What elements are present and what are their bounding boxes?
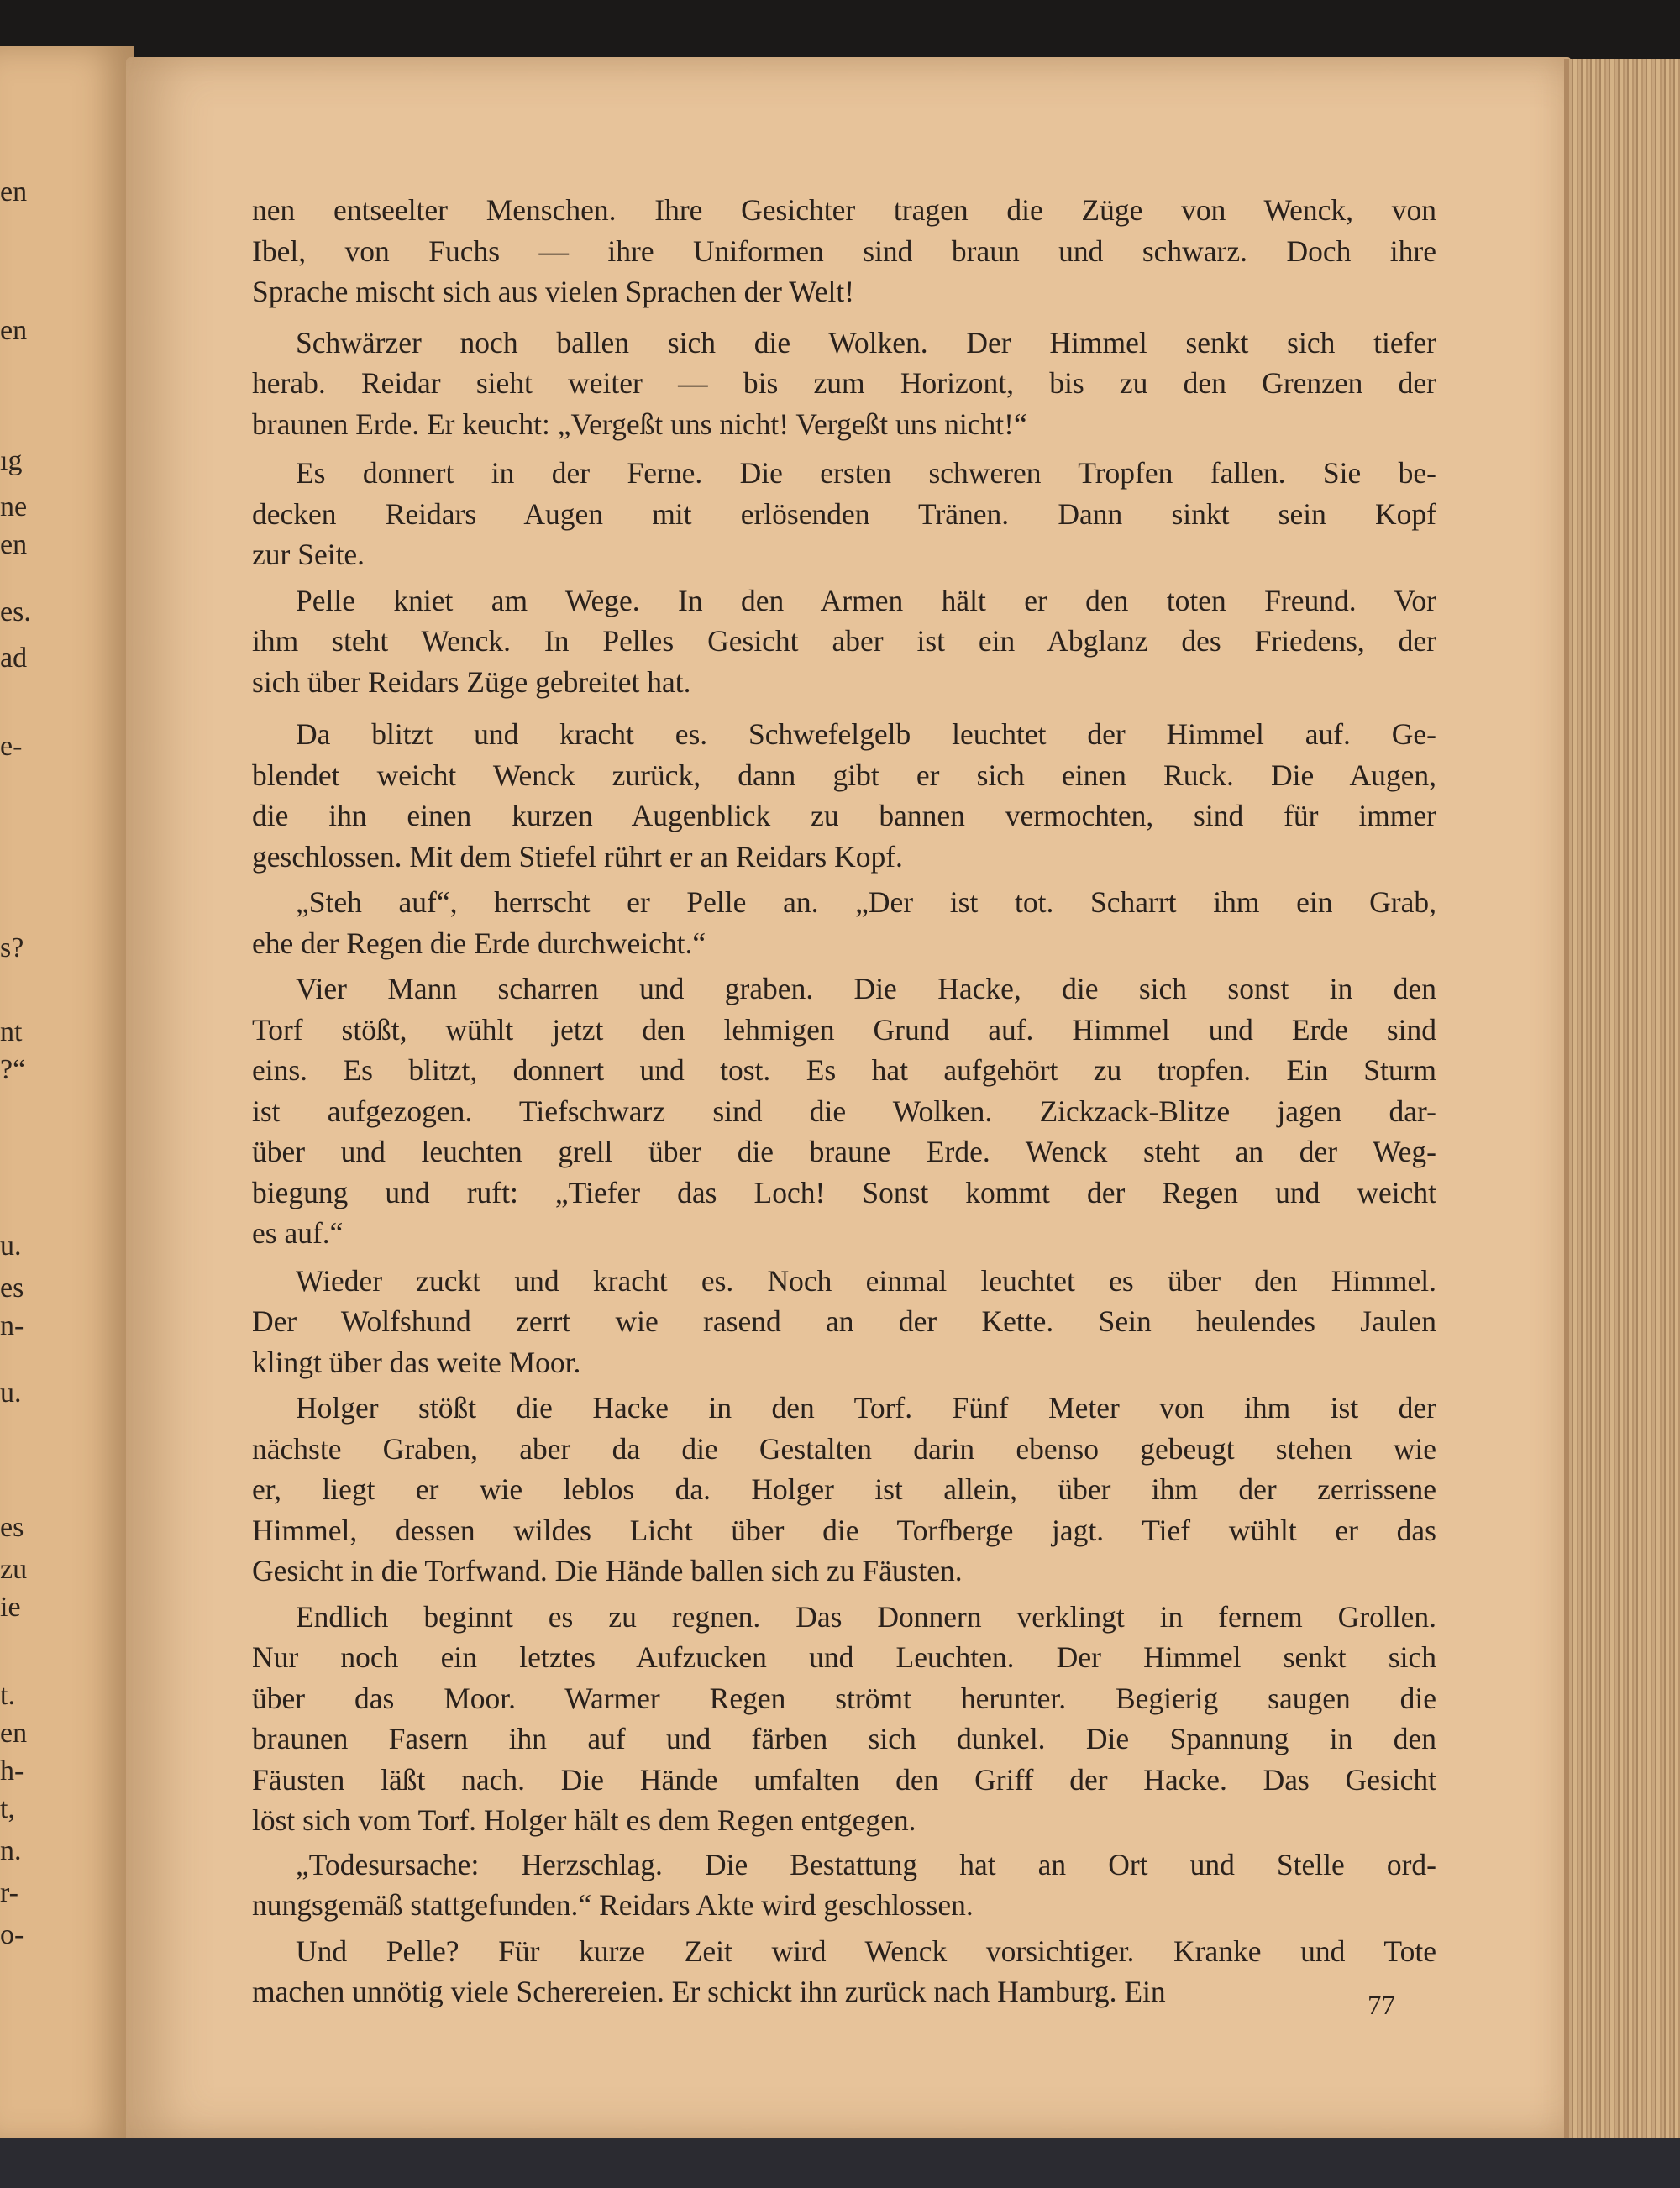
- left-page-fragment: n.: [0, 1835, 22, 1866]
- text-line: braunen Erde. Er keucht: „Vergeßt uns nicht! Vergeßt uns nicht!“: [252, 407, 1027, 441]
- text-line: Endlich beginnt es zu regnen. Das Donnern verklingt in fernem Grollen.: [296, 1599, 1436, 1634]
- text-line: klingt über das weite Moor.: [252, 1345, 581, 1379]
- text-line: nungsgemäß stattgefunden.“ Reidars Akte wird geschlossen.: [252, 1888, 974, 1922]
- left-page-fragment: t,: [0, 1793, 15, 1824]
- paragraph: [252, 1261, 1436, 1383]
- text-line: „Todesursache: Herzschlag. Die Bestattung hat an Ort und Stelle ord-: [296, 1847, 1436, 1881]
- text-line: Fäusten läßt nach. Die Hände umfalten den Griff der Hacke. Das Gesicht: [252, 1762, 1436, 1797]
- paragraph: [252, 190, 1436, 312]
- text-line: nen entseelter Menschen. Ihre Gesichter tragen die Züge von Wenck, von: [252, 193, 1436, 227]
- page-stack-edge: [1569, 59, 1680, 2150]
- text-line: Vier Mann scharren und graben. Die Hacke, die sich sonst in den: [296, 972, 1436, 1005]
- text-line: biegung und ruft: „Tiefer das Loch! Sonst kommt der Regen und weicht: [252, 1175, 1436, 1209]
- text-line: blendet weicht Wenck zurück, dann gibt er sich einen Ruck. Die Augen,: [252, 758, 1436, 792]
- left-page-fragment: es: [0, 1272, 24, 1304]
- paragraph: [252, 1844, 1436, 1926]
- left-page-fragment: nt: [0, 1016, 23, 1047]
- text-line: „Steh auf“, herrscht er Pelle an. „Der ist tot. Scharrt ihm ein Grab,: [296, 885, 1436, 919]
- text-line: es auf.“: [252, 1216, 344, 1250]
- left-page-fragment: es: [0, 1512, 24, 1543]
- left-page-fragment: ıg: [0, 445, 23, 476]
- text-line: sich über Reidars Züge gebreitet hat.: [252, 664, 691, 699]
- text-line: machen unnötig viele Scherereien. Er schickt ihn zurück nach Hamburg. Ein: [252, 1975, 1166, 2008]
- left-page-fragment: t.: [0, 1680, 15, 1711]
- paragraph: [252, 453, 1436, 575]
- text-line: Holger stößt die Hacke in den Torf. Fünf Meter von ihm ist der: [296, 1391, 1436, 1425]
- text-line: nächste Graben, aber da die Gestalten darin ebenso gebeugt stehen wie: [252, 1431, 1436, 1466]
- text-line: ist aufgezogen. Tiefschwarz sind die Wolken. Zickzack-Blitze jagen dar-: [252, 1094, 1436, 1128]
- left-page-fragment: ne: [0, 491, 28, 522]
- text-line: herab. Reidar sieht weiter — bis zum Horizont, bis zu den Grenzen der: [252, 366, 1436, 400]
- scan-top-border: [0, 0, 1680, 66]
- paragraph: [252, 714, 1436, 877]
- left-page-fragment: en: [0, 315, 28, 346]
- text-line: ehe der Regen die Erde durchweicht.“: [252, 926, 706, 960]
- text-line: über das Moor. Warmer Regen strömt herunter. Begierig saugen die: [252, 1681, 1436, 1715]
- paragraph: [252, 1597, 1436, 1841]
- text-line: Es donnert in der Ferne. Die ersten schweren Tropfen fallen. Sie be-: [296, 456, 1436, 490]
- left-page-fragment: zu: [0, 1554, 28, 1585]
- left-page-fragment: o-: [0, 1919, 24, 1950]
- text-line: ihm steht Wenck. In Pelles Gesicht aber ist ein Abglanz des Friedens, der: [252, 624, 1436, 658]
- text-line: die ihn einen kurzen Augenblick zu bannen vermochten, sind für immer: [252, 799, 1436, 832]
- text-line: Schwärzer noch ballen sich die Wolken. Der Himmel senkt sich tiefer: [296, 325, 1436, 359]
- text-line: Torf stößt, wühlt jetzt den lehmigen Grund auf. Himmel und Erde sind: [252, 1012, 1436, 1047]
- paragraph: [252, 323, 1436, 445]
- text-line: löst sich vom Torf. Holger hält es dem Regen entgegen.: [252, 1803, 916, 1837]
- text-line: decken Reidars Augen mit erlösenden Tränen. Dann sinkt sein Kopf: [252, 496, 1436, 531]
- paragraph: [252, 1931, 1436, 2012]
- paragraph: [252, 882, 1436, 963]
- left-page-fragment: en: [0, 1718, 28, 1749]
- text-line: braunen Fasern ihn auf und färben sich dunkel. Die Spannung in den: [252, 1722, 1436, 1755]
- left-page-fragment: n-: [0, 1310, 24, 1341]
- text-line: Da blitzt und kracht es. Schwefelgelb leuchtet der Himmel auf. Ge-: [296, 717, 1436, 751]
- text-line: Der Wolfshund zerrt wie rasend an der Kette. Sein heulendes Jaulen: [252, 1304, 1436, 1338]
- left-page-fragment: e-: [0, 731, 23, 762]
- left-page-fragment: es.: [0, 596, 31, 627]
- text-line: zur Seite.: [252, 538, 365, 571]
- left-page-fragment: h-: [0, 1755, 24, 1787]
- left-page-fragment: ie: [0, 1592, 21, 1623]
- text-line: Pelle kniet am Wege. In den Armen hält er den toten Freund. Vor: [296, 583, 1436, 617]
- left-page-fragment: ?“: [0, 1054, 26, 1085]
- text-line: Himmel, dessen wildes Licht über die Torfberge jagt. Tief wühlt er das: [252, 1513, 1436, 1547]
- text-line: geschlossen. Mit dem Stiefel rührt er an Reidars Kopf.: [252, 839, 903, 874]
- left-page-fragment: en: [0, 176, 28, 207]
- paragraph: [252, 968, 1436, 1254]
- paragraph: [252, 1388, 1436, 1592]
- text-line: über und leuchten grell über die braune Erde. Wenck steht an der Weg-: [252, 1135, 1436, 1168]
- text-line: Wieder zuckt und kracht es. Noch einmal leuchtet es über den Himmel.: [296, 1263, 1436, 1298]
- text-line: eins. Es blitzt, donnert und tost. Es hat aufgehört zu tropfen. Ein Sturm: [252, 1053, 1436, 1087]
- left-page-fragment: u.: [0, 1230, 22, 1262]
- text-line: er, liegt er wie leblos da. Holger ist allein, über ihm der zerrissene: [252, 1472, 1436, 1506]
- left-page-fragment: u.: [0, 1377, 22, 1409]
- page-number: 77: [1368, 1991, 1395, 2021]
- left-page-fragment: ad: [0, 643, 28, 674]
- left-page-fragment: r-: [0, 1877, 18, 1908]
- paragraph: [252, 580, 1436, 703]
- page-body-text: [252, 190, 1436, 2012]
- left-page-fragment: en: [0, 529, 28, 560]
- text-line: Sprache mischt sich aus vielen Sprachen der Welt!: [252, 275, 855, 308]
- text-line: Ibel, von Fuchs — ihre Uniformen sind braun und schwarz. Doch ihre: [252, 233, 1436, 268]
- text-line: Gesicht in die Torfwand. Die Hände ballen sich zu Fäusten.: [252, 1554, 963, 1587]
- text-line: Nur noch ein letztes Aufzucken und Leuchten. Der Himmel senkt sich: [252, 1640, 1436, 1674]
- scan-bottom-border: [0, 2138, 1680, 2188]
- previous-page-edge: [0, 46, 134, 2146]
- text-line: Und Pelle? Für kurze Zeit wird Wenck vorsichtiger. Kranke und Tote: [296, 1934, 1436, 1968]
- left-page-fragment: s?: [0, 932, 24, 963]
